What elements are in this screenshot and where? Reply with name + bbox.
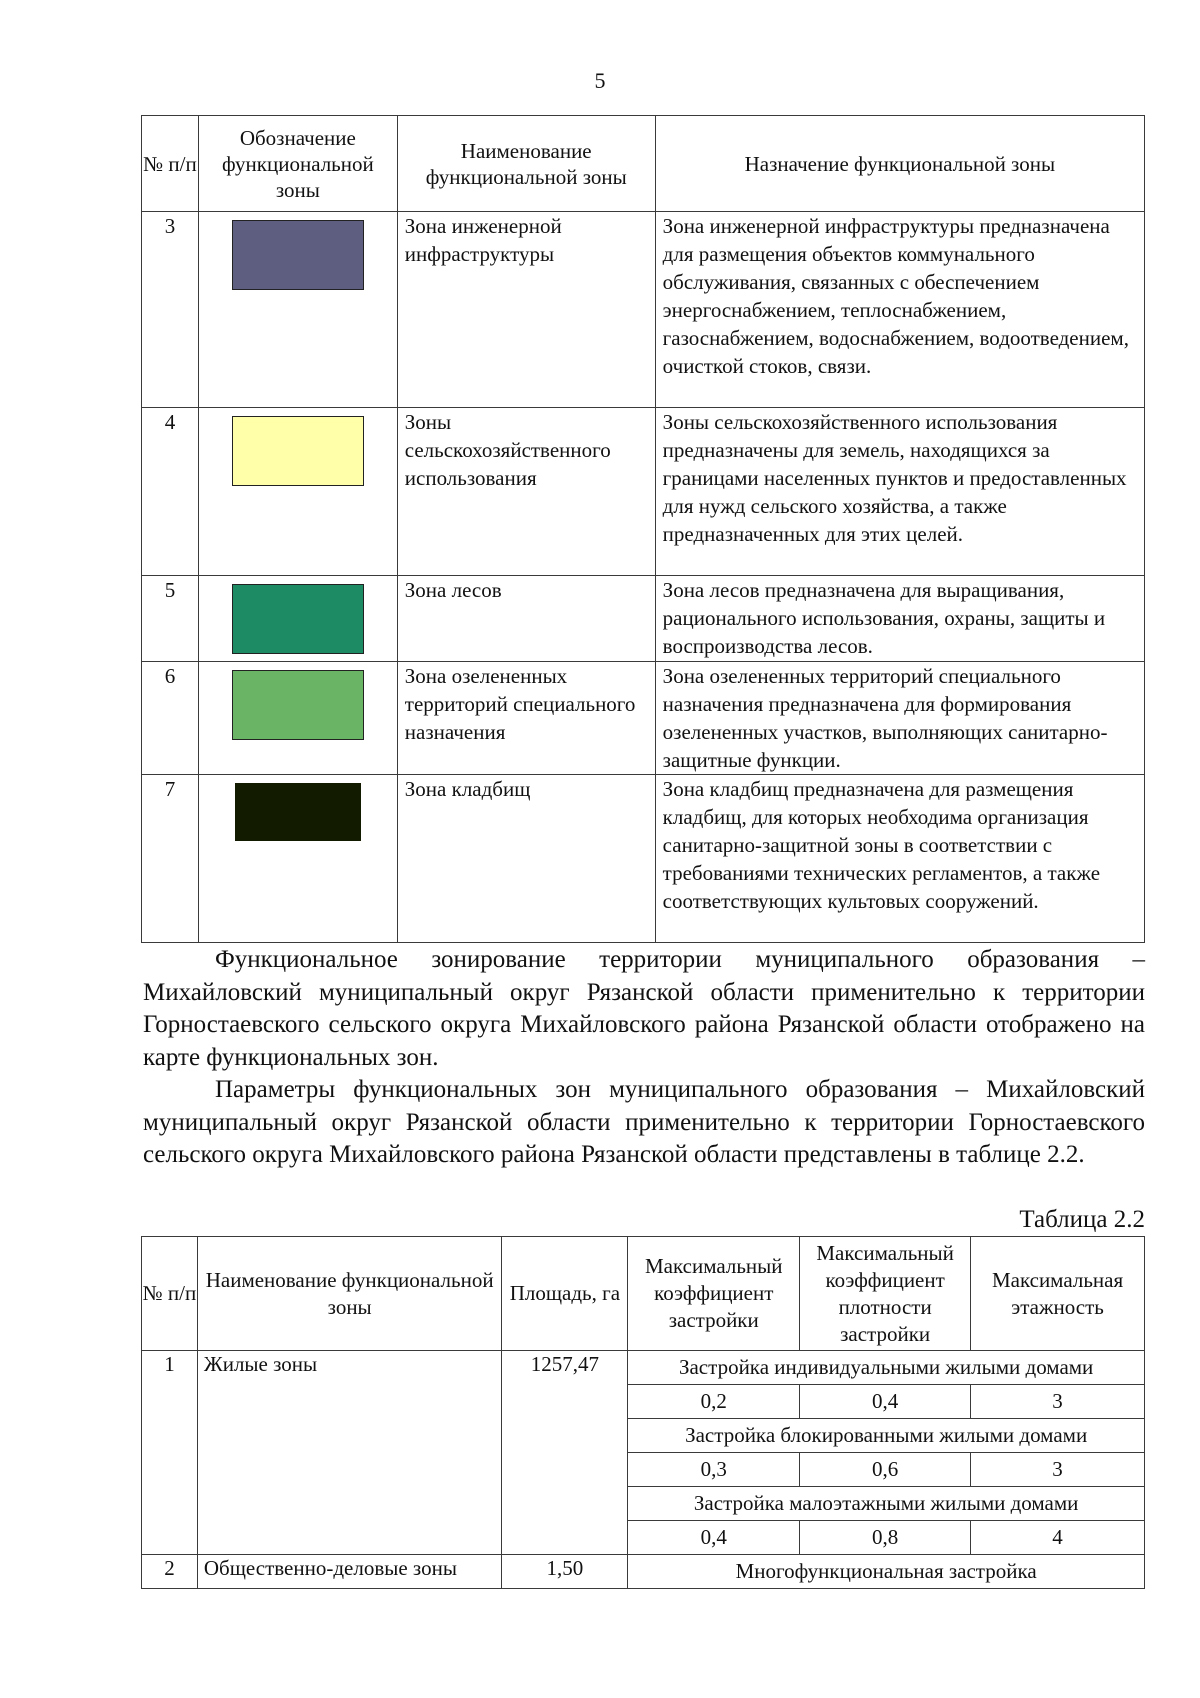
zone-name: Зона инженерной инфраструктуры [397,212,655,408]
zone-area: 1,50 [502,1555,628,1589]
header-designation: Обозначение функциональной зоны [198,116,397,212]
table-row [142,212,1145,408]
table-header-row [142,116,1145,212]
zone-purpose: Зона лесов предназначена для выращивания, рационального использования, охраны, защиты и воспроизводства лесов. [655,576,1144,662]
header-num: № п/п [142,1237,198,1351]
row-num: 1 [142,1351,198,1555]
max-build-coef-value: 0,4 [628,1521,800,1555]
zone-name: Зона кладбищ [397,775,655,943]
header-area: Площадь, га [502,1237,628,1351]
cemetery-pattern-swatch [235,783,361,841]
zone-parameters-table [141,1236,1145,1589]
row-num: 2 [142,1555,198,1589]
subgroup-label: Застройка блокированными жилыми домами [628,1419,1145,1453]
zone-color-swatch [232,670,364,740]
subgroup-label: Застройка индивидуальными жилыми домами [628,1351,1145,1385]
header-max-density-coef: Максимальный коэффициент плотности застройки [800,1237,971,1351]
zone-designation [198,212,397,408]
zone-purpose: Зона кладбищ предназначена для размещения кладбищ, для которых необходима организация санитарно-защитной зоны в соответствии с требованиями технических регламентов, а также соответствующих культовых сооружений. [655,775,1144,943]
page-number: 5 [594,68,606,93]
zone-name: Зона лесов [397,576,655,662]
functional-zones-table [141,115,1145,943]
header-max-build-coef: Максимальный коэффициент застройки [628,1237,800,1351]
max-floors-value: 3 [971,1453,1145,1487]
zone-purpose: Зона инженерной инфраструктуры предназначена для размещения объектов коммунального обслуживания, связанных с обеспечением энергоснабжением, теплоснабжением, газоснабжением, водоснабжением, водоотведением, очисткой стоков, связи. [655,212,1144,408]
zone-color-swatch [232,220,364,290]
zone-designation [198,662,397,775]
table-header-row [142,1237,1145,1351]
max-floors-value: 3 [971,1385,1145,1419]
row-num: 4 [142,408,199,576]
max-density-coef-value: 0,4 [800,1385,971,1419]
header-zone-name: Наименование функциональной зоны [197,1237,502,1351]
zone-purpose: Зоны сельскохозяйственного использования предназначены для земель, находящихся за границами населенных пунктов и предоставленных для нужд сельского хозяйства, а также предназначенных для этих целей. [655,408,1144,576]
table-caption: Таблица 2.2 [1019,1206,1145,1233]
zone-name: Жилые зоны [197,1351,502,1555]
zone-color-swatch [232,584,364,654]
zone-color-swatch [232,416,364,486]
header-num: № п/п [142,116,199,212]
max-density-coef-value: 0,8 [800,1521,971,1555]
zone-area: 1257,47 [502,1351,628,1555]
table-row [142,576,1145,662]
zone-designation [198,408,397,576]
table-row [142,408,1145,576]
max-build-coef-value: 0,3 [628,1453,800,1487]
paragraph-zone-parameters: Параметры функциональных зон муниципального образования – Михайловский муниципальный округ Рязанской области применительно к территории Горностаевского сельского округа Михайловского района Рязанской области представлены в таблице 2.2. [143,1076,1145,1168]
header-max-floors: Максимальная этажность [971,1237,1145,1351]
zone-designation [198,576,397,662]
zone-designation [198,775,397,943]
row-num: 6 [142,662,199,775]
row-num: 5 [142,576,199,662]
row-num: 7 [142,775,199,943]
header-purpose: Назначение функциональной зоны [655,116,1144,212]
subgroup-label: Застройка малоэтажными жилыми домами [628,1487,1145,1521]
table-row [142,1351,1145,1385]
row-num: 3 [142,212,199,408]
max-density-coef-value: 0,6 [800,1453,971,1487]
subgroup-label: Многофункциональная застройка [628,1555,1145,1589]
max-floors-value: 4 [971,1521,1145,1555]
max-build-coef-value: 0,2 [628,1385,800,1419]
zone-name: Зоны сельскохозяйственного использования [397,408,655,576]
zone-name: Общественно-деловые зоны [197,1555,502,1589]
table-row [142,1555,1145,1589]
table-row [142,775,1145,943]
paragraph-zoning-map: Функциональное зонирование территории муниципального образования – Михайловский муниципальный округ Рязанской области применительно к территории Горностаевского сельского округа Михайловского района Рязанской области отображено на карте функциональных зон. [143,946,1145,1071]
header-name: Наименование функциональной зоны [397,116,655,212]
table-row [142,662,1145,775]
zone-name: Зона озелененных территорий специального назначения [397,662,655,775]
zone-purpose: Зона озелененных территорий специального назначения предназначена для формирования озелененных участков, выполняющих санитарно-защитные функции. [655,662,1144,775]
